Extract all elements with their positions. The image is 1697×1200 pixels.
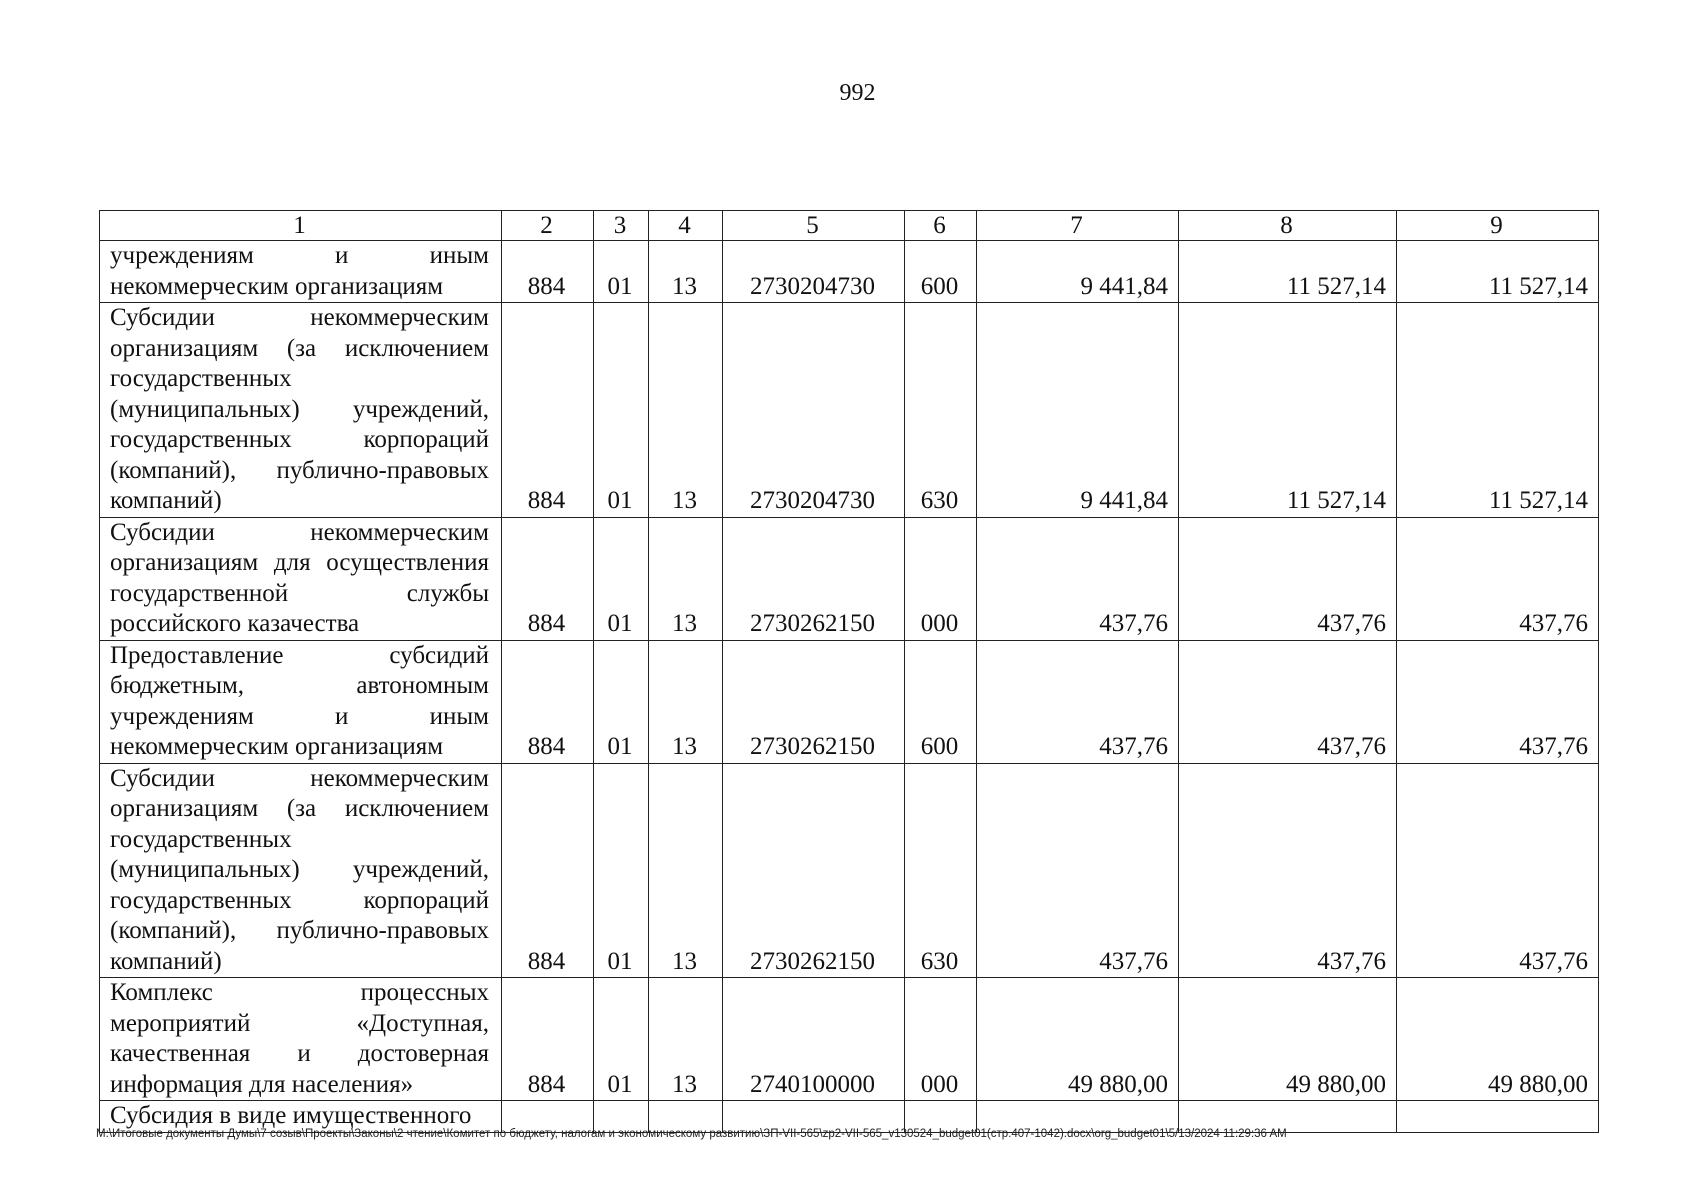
description-line: некоммерческим организациям: [110, 733, 444, 760]
table-row: [100, 978, 1599, 1101]
header-cell: 7: [977, 211, 1179, 241]
amount-cell-col9: 49 880,00: [1397, 978, 1599, 1101]
amount-cell-col7: 9 441,84: [977, 241, 1179, 303]
header-cell: 9: [1397, 211, 1599, 241]
gl-code-cell: 884: [502, 763, 594, 978]
table-header-row: [100, 211, 1599, 241]
header-cell: 5: [723, 211, 905, 241]
expense-type-cell: 600: [905, 241, 977, 303]
description-line: государственных корпораций: [110, 886, 489, 914]
subsection-code-cell: 13: [649, 241, 723, 303]
table-row: [100, 640, 1599, 763]
description-line: Предоставление субсидий: [110, 641, 489, 669]
target-article-cell: 2730204730: [723, 241, 905, 303]
target-article-cell: 2730262150: [723, 640, 905, 763]
gl-code-cell: 884: [502, 303, 594, 518]
amount-cell-col9: 437,76: [1397, 763, 1599, 978]
description-cell: [100, 517, 502, 640]
description-line: государственной службы: [110, 579, 489, 607]
expense-type-cell: 630: [905, 303, 977, 518]
footer-file-path: M:\Итоговые документы Думы\7 созыв\Проекты\Законы\2 чтение\Комитет по бюджету, налогам и экономическому развитию\ЗП-VII-565\zp2-VII-565_v130524_budget01(стр.407-1042).docx\org_budget01\5/13/2024 11:29:36 AM: [96, 1128, 1287, 1140]
description-cell: [100, 978, 502, 1101]
description-cell: [100, 640, 502, 763]
subsection-code-cell: 13: [649, 640, 723, 763]
description-line: организациям (за исключением: [110, 334, 489, 362]
table-row: [100, 517, 1599, 640]
amount-cell-col7: 9 441,84: [977, 303, 1179, 518]
subsection-code-cell: 13: [649, 303, 723, 518]
description-line: организациям для осуществления: [110, 549, 489, 576]
table-row: [100, 763, 1599, 978]
description-line: Субсидия в виде имущественного: [110, 1102, 472, 1129]
description-line: государственных: [110, 365, 292, 392]
description-line: Субсидии некоммерческим: [110, 518, 489, 546]
description-line: компаний): [110, 947, 222, 975]
description-line: государственных корпораций: [110, 426, 489, 453]
header-cell: 8: [1179, 211, 1397, 241]
subsection-code-cell: 13: [649, 763, 723, 978]
amount-cell-col8: 437,76: [1179, 763, 1397, 978]
section-code-cell: 01: [594, 978, 649, 1101]
gl-code-cell: 884: [502, 517, 594, 640]
description-line: (муниципальных) учреждений,: [110, 395, 489, 423]
description-line: компаний): [110, 487, 222, 514]
description-cell: [100, 241, 502, 303]
target-article-cell: 2740100000: [723, 978, 905, 1101]
header-cell: 3: [594, 211, 649, 241]
amount-cell-col9: 11 527,14: [1397, 303, 1599, 518]
gl-code-cell: 884: [502, 978, 594, 1101]
description-line: информация для населения»: [110, 1070, 414, 1098]
amount-cell-col8: 11 527,14: [1179, 241, 1397, 303]
amount-cell-col9: 437,76: [1397, 517, 1599, 640]
section-code-cell: 01: [594, 303, 649, 518]
description-line: бюджетным, автономным: [110, 672, 489, 699]
expense-type-cell: 000: [905, 517, 977, 640]
target-article-cell: 2730204730: [723, 303, 905, 518]
amount-cell-col8: 11 527,14: [1179, 303, 1397, 518]
amount-cell-col8: 49 880,00: [1179, 978, 1397, 1101]
target-article-cell: 2730262150: [723, 517, 905, 640]
amount-cell-col7: 437,76: [977, 640, 1179, 763]
target-article-cell: 2730262150: [723, 763, 905, 978]
amount-cell-col8: 437,76: [1179, 517, 1397, 640]
expense-type-cell: 630: [905, 763, 977, 978]
header-cell: 1: [100, 211, 502, 241]
amount-cell-col9: 437,76: [1397, 640, 1599, 763]
description-line: учреждениям и иным: [110, 242, 489, 269]
description-cell: [100, 303, 502, 518]
description-line: организациям (за исключением: [110, 795, 489, 822]
amount-cell-col7: 437,76: [977, 763, 1179, 978]
description-line: (муниципальных) учреждений,: [110, 856, 489, 883]
header-cell: 4: [649, 211, 723, 241]
expense-type-cell: 000: [905, 978, 977, 1101]
description-line: Субсидии некоммерческим: [110, 304, 489, 331]
description-line: (компаний), публично-правовых: [110, 456, 489, 484]
section-code-cell: 01: [594, 517, 649, 640]
subsection-code-cell: 13: [649, 517, 723, 640]
table-row: [100, 241, 1599, 303]
amount-cell-col9: [1397, 1101, 1599, 1133]
section-code-cell: 01: [594, 640, 649, 763]
description-line: Субсидии некоммерческим: [110, 764, 489, 792]
page-number: 992: [839, 80, 876, 106]
gl-code-cell: 884: [502, 241, 594, 303]
header-cell: 2: [502, 211, 594, 241]
section-code-cell: 01: [594, 763, 649, 978]
section-code-cell: 01: [594, 241, 649, 303]
table-row: [100, 303, 1599, 518]
description-line: государственных: [110, 825, 292, 853]
amount-cell-col9: 11 527,14: [1397, 241, 1599, 303]
gl-code-cell: 884: [502, 640, 594, 763]
description-line: (компаний), публично-правовых: [110, 917, 489, 944]
subsection-code-cell: 13: [649, 978, 723, 1101]
header-cell: 6: [905, 211, 977, 241]
amount-cell-col7: 437,76: [977, 517, 1179, 640]
budget-table: [99, 210, 1599, 1133]
amount-cell-col8: 437,76: [1179, 640, 1397, 763]
description-line: качественная и достоверная: [110, 1040, 489, 1067]
description-line: учреждениям и иным: [110, 702, 489, 730]
description-line: мероприятий «Доступная,: [110, 1009, 489, 1037]
description-line: некоммерческим организациям: [110, 272, 444, 300]
description-cell: [100, 763, 502, 978]
expense-type-cell: 600: [905, 640, 977, 763]
description-line: российского казачества: [110, 610, 360, 637]
amount-cell-col7: 49 880,00: [977, 978, 1179, 1101]
description-line: Комплекс процессных: [110, 979, 489, 1006]
